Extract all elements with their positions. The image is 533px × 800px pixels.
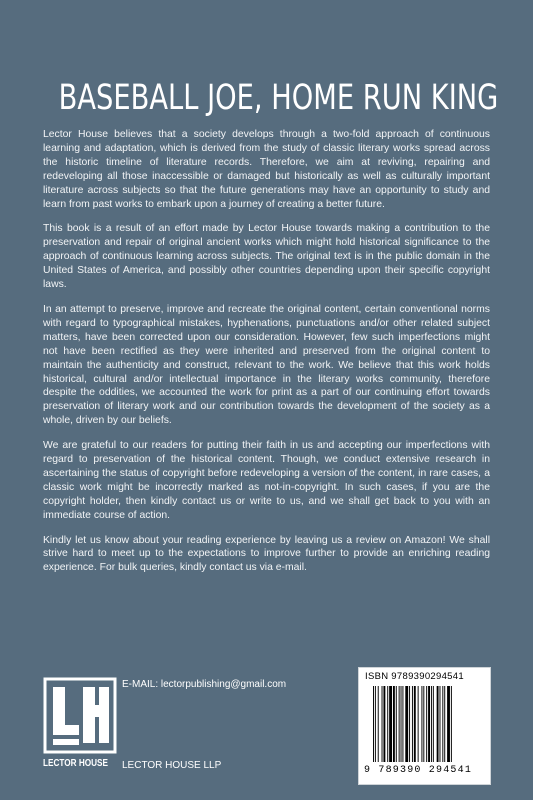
paragraph-4: We are grateful to our readers for putting their faith in us and accepting our imperfections with regard to preservation of the historical content. Though, we conduct extensive research in ascertaining the status of copyright before redeveloping a version of the content, in rare cases, a classic work might be incorrectly marked as not-in-copyright. In such cases, if you are the copyright holder, then kindly contact us or write to us, and we shall get back to you with an immediate course of action. xyxy=(43,440,490,521)
barcode-bar xyxy=(414,686,416,762)
barcode-bar xyxy=(431,686,432,762)
barcode-bar xyxy=(383,686,385,762)
barcode xyxy=(358,667,491,785)
barcode-bar xyxy=(447,686,450,762)
publisher-email xyxy=(122,679,286,691)
barcode-bar xyxy=(399,686,400,762)
barcode-bar xyxy=(412,686,413,762)
publisher-email-text: E-MAIL: lectorpublishing@gmail.com xyxy=(122,679,287,690)
barcode-bar xyxy=(409,686,410,762)
paragraph-1: Lector House believes that a society develops through a two-fold approach of continuous learning and adaptation, which is derived from the study of classic literary works spread across the historic timeline of literature records. Therefore, we aim at reviving, repairing and redeveloping all those inaccessible or damaged but historically as well as culturally important literature across subjects so that the future generations may have an opportunity to study and learn from past works to embark upon a journey of creating a better future. xyxy=(43,129,490,210)
barcode-bar xyxy=(437,686,439,762)
barcode-bar xyxy=(389,686,392,762)
barcode-bar xyxy=(401,686,402,762)
blurb-text xyxy=(43,128,490,586)
barcode-bar xyxy=(396,686,397,762)
barcode-bar xyxy=(375,686,376,762)
barcode-bar xyxy=(444,686,445,762)
barcode-bar xyxy=(378,686,379,762)
logo-caption: LECTOR HOUSE xyxy=(43,758,109,769)
publisher-name: LECTOR HOUSE LLP xyxy=(122,760,222,771)
barcode-bar xyxy=(373,686,374,762)
barcode-bar xyxy=(423,686,424,762)
barcode-bar xyxy=(402,686,403,762)
paragraph-5: Kindly let us know about your reading experience by leaving us a review on Amazon! We shall strive hard to meet up to the expectations to improve further to provide an enriching reading experience. For bulk queries, kindly contact us via e-mail. xyxy=(43,534,490,574)
barcode-digits: 9 789390 294541 xyxy=(364,765,473,776)
barcode-bar xyxy=(433,686,434,762)
paragraph-3: In an attempt to preserve, improve and recreate the original content, certain conventional norms with regard to typographical mistakes, hyphenations, punctuations and/or other related subject matters, have been corrected upon our consideration. However, few such imperfections might not have been rectified as they were inherited and preserved from the original content to maintain the authenticity and construct, relevant to the work. We believe that this work holds historical, cultural and/or intellectual importance in the literary works community, therefore despite the oddities, we accounted the work for print as a part of our continuing effort towards preservation of literary work and our contribution towards the development of the society as a whole, driven by our beliefs. xyxy=(43,303,490,427)
barcode-bar xyxy=(382,686,383,762)
isbn-label: ISBN 9789390294541 xyxy=(365,671,464,682)
barcode-bar xyxy=(426,686,427,762)
barcode-bar xyxy=(428,686,430,762)
book-title: BASEBALL JOE, HOME RUN KING xyxy=(58,78,499,118)
paragraph-2: This book is a result of an effort made by Lector House towards making a contribution to the preservation and repair of original ancient works which might hold historical significance to the approach of continuous learning across subjects. The original text is in the public domain in the United States of America, and possibly other countries depending upon their specific copyright laws. xyxy=(43,223,490,291)
barcode-bar xyxy=(440,686,441,762)
barcode-bar xyxy=(442,686,443,762)
barcode-bar xyxy=(405,686,408,762)
lector-house-logo-icon xyxy=(43,677,117,754)
barcode-bar xyxy=(393,686,395,762)
barcode-bar xyxy=(418,686,419,762)
barcode-bar xyxy=(451,686,452,762)
barcode-bar xyxy=(387,686,388,762)
barcode-bar xyxy=(421,686,422,762)
barcode-bars xyxy=(373,686,481,762)
